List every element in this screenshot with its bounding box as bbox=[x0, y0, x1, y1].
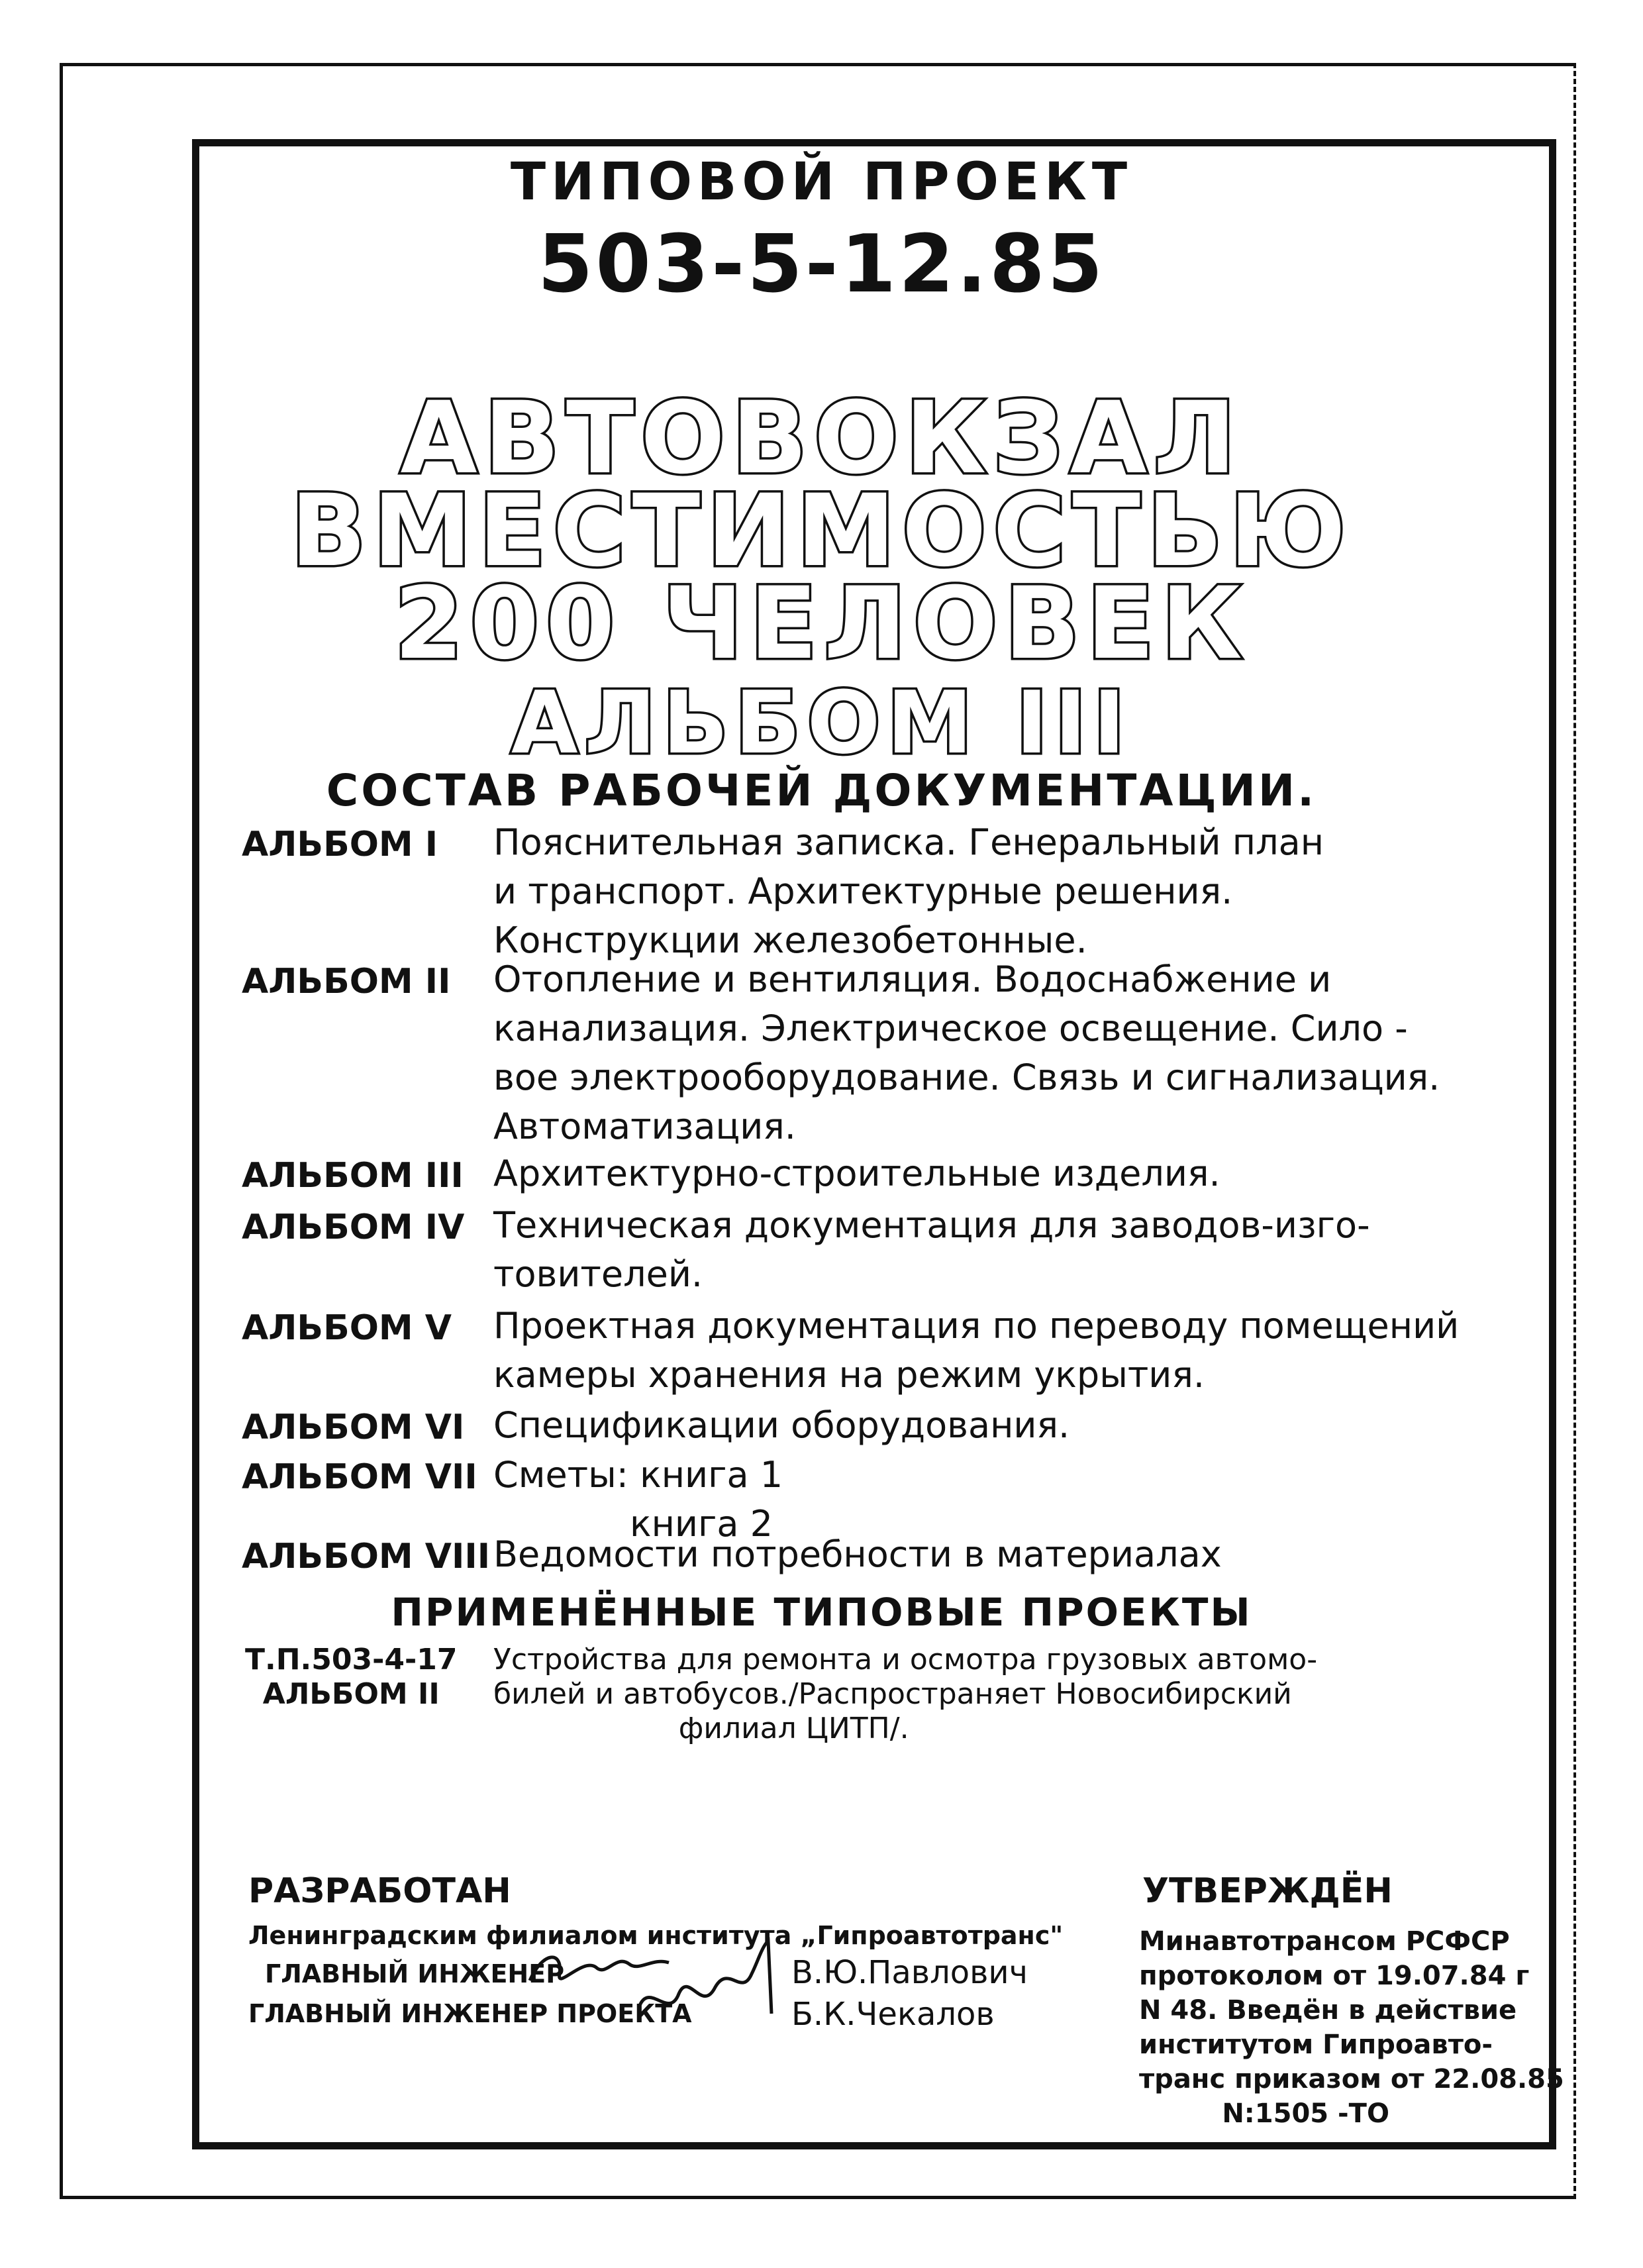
approved-heading: УТВЕРЖДЁН bbox=[1142, 1871, 1393, 1911]
applied-project-text: Устройства для ремонта и осмотра грузовых автомо- билей и автобусов./Распространяет Новосибирский филиал ЦИТП/. bbox=[493, 1643, 1318, 1745]
chief-engineer-label: ГЛАВНЫЙ ИНЖЕНЕР bbox=[265, 1959, 565, 1988]
title-line-1: АВТОВОКЗАЛ bbox=[400, 381, 1243, 496]
album-4-text: Техническая документация для заводов-изго- товителей. bbox=[493, 1204, 1370, 1295]
album-1-text: Пояснительная записка. Генеральный план и транспорт. Архитектурные решения. Конструкции железобетонные. bbox=[493, 821, 1324, 961]
composition-heading: СОСТАВ РАБОЧЕЙ ДОКУМЕНТАЦИИ. bbox=[326, 765, 1317, 816]
chief-engineer-name: В.Ю.Павлович bbox=[791, 1954, 1028, 1991]
title-line-2: ВМЕСТИМОСТЬЮ bbox=[290, 474, 1353, 589]
album-3-text: Архитектурно-строительные изделия. bbox=[493, 1153, 1220, 1194]
project-number: 503-5-12.85 bbox=[537, 219, 1106, 311]
project-engineer-name: Б.К.Чекалов bbox=[791, 1996, 995, 2033]
developer-organization: Ленинградским филиалом института „Гипроавтотранс" bbox=[248, 1921, 1064, 1950]
project-type-label: ТИПОВОЙ ПРОЕКТ bbox=[510, 152, 1133, 212]
album-2-label: АЛЬБОМ II bbox=[242, 962, 451, 1002]
album-8-label: АЛЬБОМ VIII bbox=[242, 1537, 491, 1576]
project-engineer-signature bbox=[629, 1934, 781, 2027]
approval-details: Минавтотрансом РСФСР протоколом от 19.07.84 г N 48. Введён в действие институтом Гипроавто- транс приказом от 22.08.85 N:1505 -ТО bbox=[1139, 1926, 1564, 2129]
album-2-text: Отопление и вентиляция. Водоснабжение и канализация. Электрическое освещение. Сило - вое электрооборудование. Связь и сигнализация. Автоматизация. bbox=[493, 958, 1440, 1147]
project-engineer-label: ГЛАВНЫЙ ИНЖЕНЕР ПРОЕКТА bbox=[248, 1999, 692, 2028]
album-4-label: АЛЬБОМ IV bbox=[242, 1208, 465, 1247]
album-3-label: АЛЬБОМ III bbox=[242, 1156, 464, 1196]
developed-heading: РАЗРАБОТАН bbox=[248, 1871, 511, 1911]
title-line-3: 200 ЧЕЛОВЕК bbox=[394, 566, 1249, 682]
album-7-text: Сметы: книга 1 книга 2 bbox=[493, 1454, 783, 1545]
album-1-label: АЛЬБОМ I bbox=[242, 825, 438, 864]
album-5-label: АЛЬБОМ V bbox=[242, 1308, 452, 1348]
applied-projects-heading: ПРИМЕНЁННЫЕ ТИПОВЫЕ ПРОЕКТЫ bbox=[391, 1590, 1252, 1635]
album-5-text: Проектная документация по переводу помещений камеры хранения на режим укрытия. bbox=[493, 1305, 1460, 1396]
album-8-text: Ведомости потребности в материалах bbox=[493, 1533, 1222, 1575]
album-7-label: АЛЬБОМ VII bbox=[242, 1457, 477, 1497]
album-title: АЛЬБОМ III bbox=[511, 672, 1132, 773]
applied-project-label: Т.П.503-4-17 АЛЬБОМ II bbox=[245, 1643, 458, 1711]
album-6-label: АЛЬБОМ VI bbox=[242, 1408, 465, 1447]
album-6-text: Спецификации оборудования. bbox=[493, 1404, 1070, 1446]
